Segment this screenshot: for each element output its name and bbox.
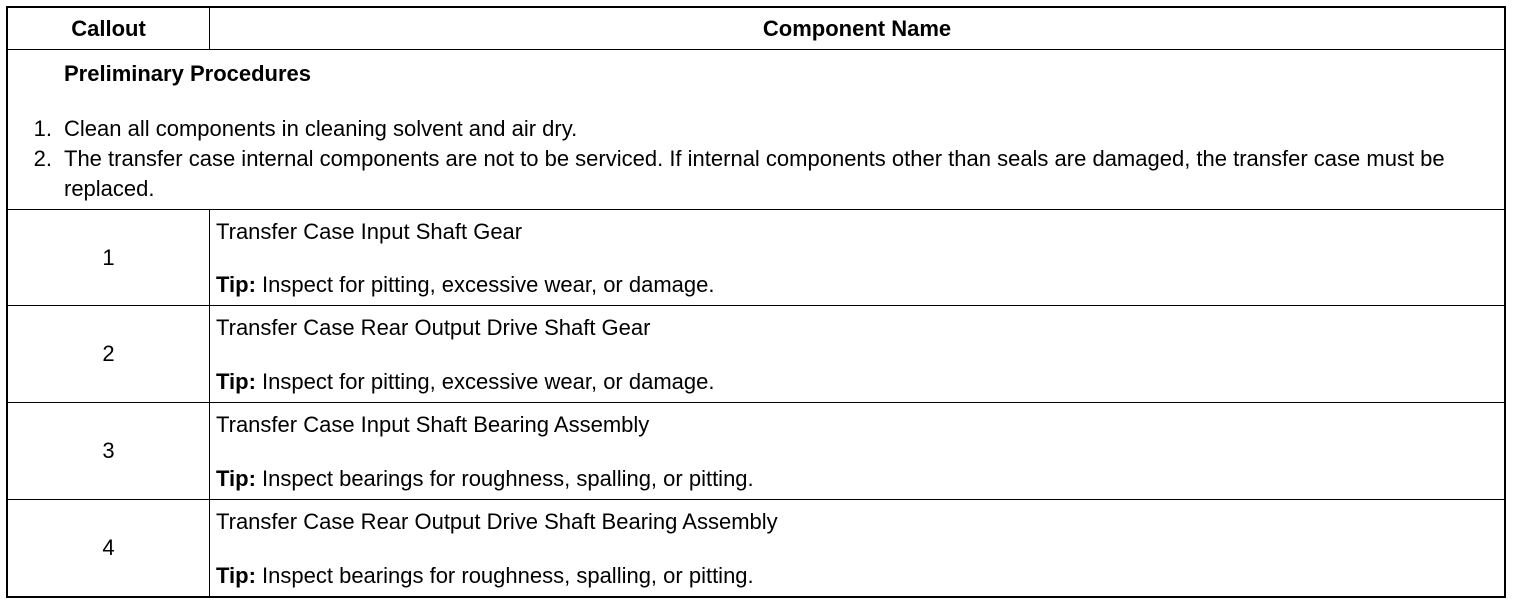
table-row xyxy=(8,306,1504,403)
callout-number: 2 xyxy=(8,306,210,402)
component-name: Transfer Case Input Shaft Bearing Assembly xyxy=(216,412,650,437)
component-cell xyxy=(210,306,1504,402)
step-text: Clean all components in cleaning solvent and air dry. xyxy=(64,116,578,141)
component-table xyxy=(6,6,1506,598)
tip-text: Inspect for pitting, excessive wear, or damage. xyxy=(255,272,715,297)
tip-label: Tip: xyxy=(216,563,256,588)
preliminary-procedures-title: Preliminary Procedures xyxy=(64,61,312,86)
tip-line xyxy=(216,465,754,493)
tip-line xyxy=(216,271,714,299)
table-header-row xyxy=(8,8,1504,50)
table-row xyxy=(8,500,1504,596)
component-cell xyxy=(210,403,1504,499)
tip-line xyxy=(216,562,754,590)
preliminary-steps-list xyxy=(8,114,1504,204)
component-name: Transfer Case Rear Output Drive Shaft Gear xyxy=(216,315,651,340)
tip-label: Tip: xyxy=(216,466,256,491)
preliminary-step xyxy=(8,144,1504,204)
callout-column-header: Callout xyxy=(8,8,210,49)
table-row xyxy=(8,210,1504,306)
component-name: Transfer Case Rear Output Drive Shaft Bearing Assembly xyxy=(216,509,778,534)
component-cell xyxy=(210,210,1504,305)
tip-label: Tip: xyxy=(216,272,256,297)
tip-label: Tip: xyxy=(216,369,256,394)
component-name: Transfer Case Input Shaft Gear xyxy=(216,219,523,244)
component-name-column-header: Component Name xyxy=(762,15,952,41)
preliminary-step xyxy=(8,114,1504,144)
component-cell xyxy=(210,500,1504,596)
tip-text: Inspect bearings for roughness, spalling, or pitting. xyxy=(255,466,754,491)
callout-number: 3 xyxy=(8,403,210,499)
callout-number: 1 xyxy=(8,210,210,305)
tip-line xyxy=(216,368,714,396)
tip-text: Inspect for pitting, excessive wear, or damage. xyxy=(255,369,715,394)
step-number: 2. xyxy=(33,146,52,171)
callout-number: 4 xyxy=(8,500,210,596)
table-row xyxy=(8,403,1504,500)
preliminary-procedures-section xyxy=(8,50,1504,210)
step-number: 1. xyxy=(33,116,52,141)
tip-text: Inspect bearings for roughness, spalling, or pitting. xyxy=(255,563,754,588)
step-text: The transfer case internal components are not to be serviced. If internal components other than seals are damaged, the transfer case must be replaced. xyxy=(64,146,1445,201)
